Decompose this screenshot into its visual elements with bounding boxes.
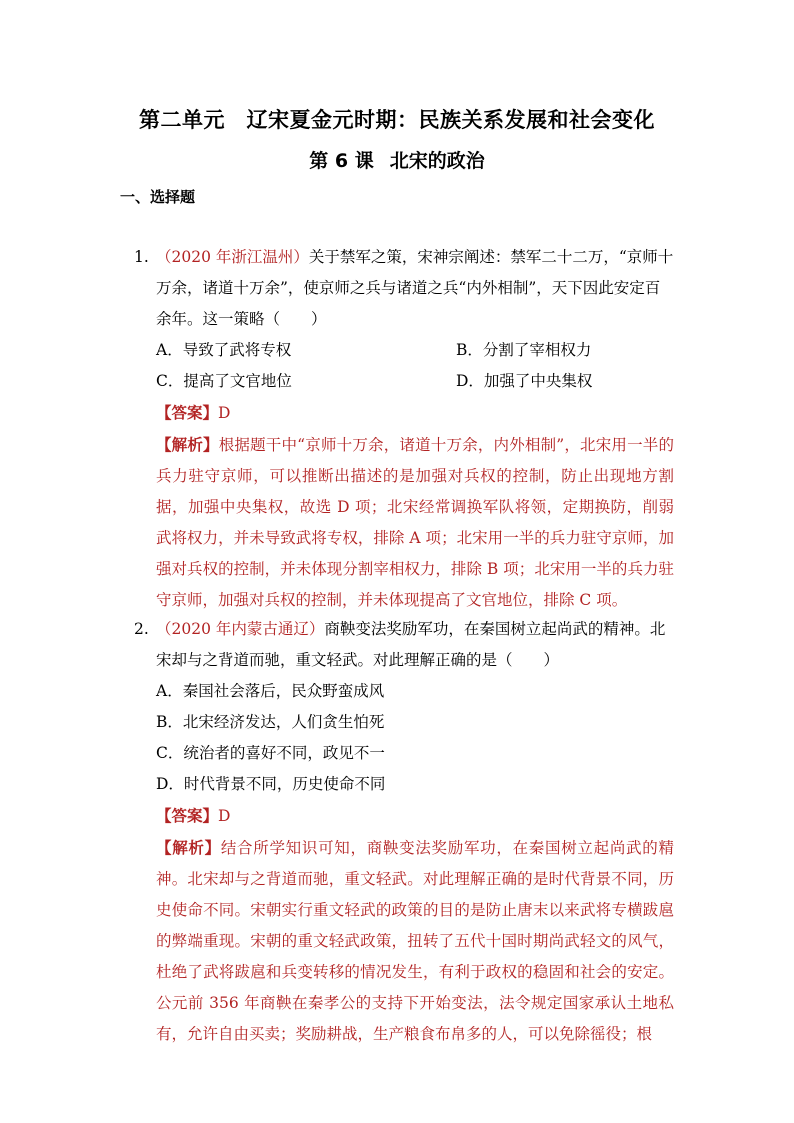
option-d: D．时代背景不同，历史使命不同 [156, 775, 386, 793]
analysis-tag: 【解析】 [156, 838, 221, 857]
option-b: B．分割了宰相权力 [456, 341, 592, 359]
option-a: A．秦国社会落后，民众野蛮成风 [156, 682, 385, 700]
analysis [156, 832, 674, 1050]
section-heading: 一、选择题 [120, 188, 196, 206]
question-2 [134, 614, 674, 1050]
question-source: （2020 年内蒙古通辽） [156, 620, 325, 638]
answer-value: D [218, 807, 231, 825]
question-number: 2. [134, 620, 149, 638]
lesson-name: 北宋的政治 [389, 150, 485, 172]
analysis-tag: 【解析】 [156, 435, 219, 454]
option-a: A．导致了武将专权 [156, 341, 292, 359]
analysis-text: 根据题干中“京师十万余，诸道十万余，内外相制”，北宋用一半的兵力驻守京师，可以推断出描述的是加强对兵权的控制，防止出现地方割据，加强中央集权，故选 D 项；北宋经常调换军队将领，定期换防，削弱武将权力，并未导致武将专权，排除 A 项；北宋用一半的兵力驻守京师，加强对兵权的控制，并未体现分割宰相权力，排除 B 项；北宋用一半的兵力驻守京师，加强对兵权的控制，并未体现提高了文官地位，排除 C 项。 [156, 436, 674, 609]
answer-tag: 【答案】 [156, 403, 219, 422]
question-stem [156, 242, 674, 335]
question-text: 商鞅变法奖励军功，在秦国树立起尚武的精神。北宋却与之背道而驰，重文轻武。对此理解正确的是（ ） [156, 620, 666, 669]
lesson-number: 第 6 课 [309, 150, 374, 172]
analysis [156, 429, 674, 616]
question-1 [134, 242, 674, 616]
option-c: C．提高了文官地位 [156, 372, 292, 390]
answer-value: D [218, 404, 231, 422]
question-number: 1. [134, 248, 149, 266]
answer-tag: 【答案】 [156, 806, 219, 825]
options [156, 335, 674, 397]
answer-line [156, 800, 674, 832]
question-stem [156, 614, 674, 676]
options [156, 676, 674, 800]
question-text: 关于禁军之策，宋神宗阐述：禁军二十二万，“京师十万余，诸道十万余”，使京师之兵与诸道之兵“内外相制”，天下因此安定百余年。这一策略（ ） [156, 248, 674, 328]
question-source: （2020 年浙江温州） [156, 248, 309, 266]
analysis-text: 结合所学知识可知，商鞅变法奖励军功，在秦国树立起尚武的精神。北宋却与之背道而驰，重文轻武。对此理解正确的是时代背景不同，历史使命不同。宋朝实行重文轻武的政策的目的是防止唐末以来武将专横跋扈的弊端重现。宋朝的重文轻武政策，扭转了五代十国时期尚武轻文的风气，杜绝了武将跋扈和兵变转移的情况发生，有利于政权的稳固和社会的安定。公元前 356 年商鞅在秦孝公的支持下开始变法，法令规定国家承认土地私有，允许自由买卖；奖励耕战，生产粮食布帛多的人，可以免除徭役；根 [156, 839, 674, 1043]
lesson-title [0, 146, 794, 173]
answer-line [156, 397, 674, 429]
option-b: B．北宋经济发达，人们贪生怕死 [156, 713, 385, 731]
option-c: C．统治者的喜好不同，政见不一 [156, 744, 385, 762]
unit-title: 第二单元 辽宋夏金元时期：民族关系发展和社会变化 [139, 108, 655, 132]
option-d: D．加强了中央集权 [456, 372, 593, 390]
